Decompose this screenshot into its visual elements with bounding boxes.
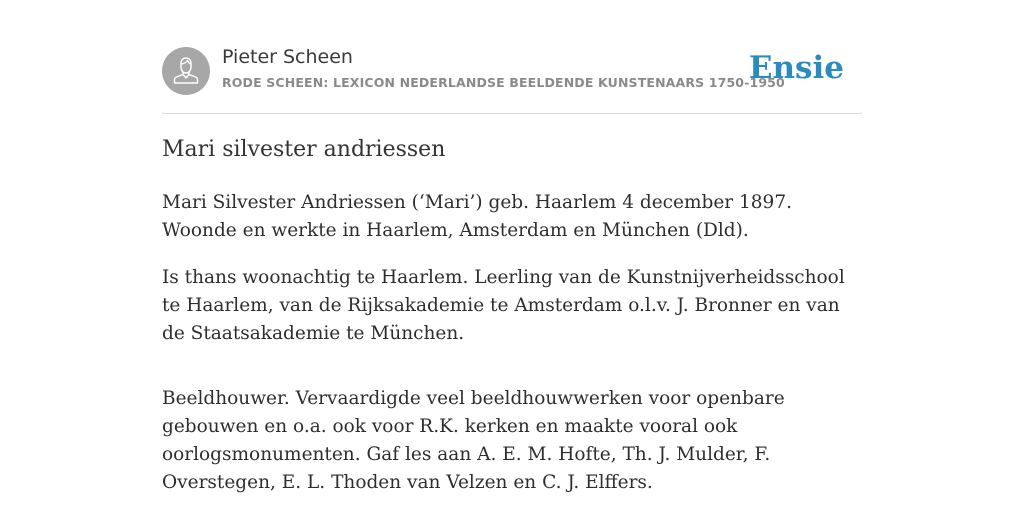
article-body (162, 189, 862, 516)
user-silhouette-icon (162, 47, 210, 95)
paragraph: Mari Silvester Andriessen (‘Mari’) geb. Haarlem 4 december 1897. Woonde en werkte in Haarlem, Amsterdam en München (Dld). (162, 192, 792, 241)
header-divider (162, 113, 862, 114)
source-label: RODE SCHEEN: LEXICON NEDERLANDSE BEELDENDE KUNSTENAARS 1750-1950 (222, 75, 785, 90)
ensie-logo[interactable]: Ensie (748, 50, 844, 86)
paragraph: Is thans woonachtig te Haarlem. Leerling van de Kunstnijverheidsschool te Haarlem, van de Rijksakademie te Amsterdam o.l.v. J. Bronner en van de Staatsakademie te München. (162, 267, 845, 344)
author-header (162, 46, 862, 96)
page-title: Mari silvester andriessen (162, 137, 446, 162)
paragraph: Beeldhouwer. Vervaardigde veel beeldhouwwerken voor openbare gebouwen en o.a. ook voor R.K. kerken en maakte vooral ook oorlogsmonumenten. Gaf les aan A. E. M. Hofte, Th. J. Mulder, F. Overstegen, E. L. Thoden van Velzen en C. J. Elffers. (162, 388, 785, 493)
author-name[interactable]: Pieter Scheen (222, 46, 353, 68)
avatar[interactable] (162, 47, 210, 95)
